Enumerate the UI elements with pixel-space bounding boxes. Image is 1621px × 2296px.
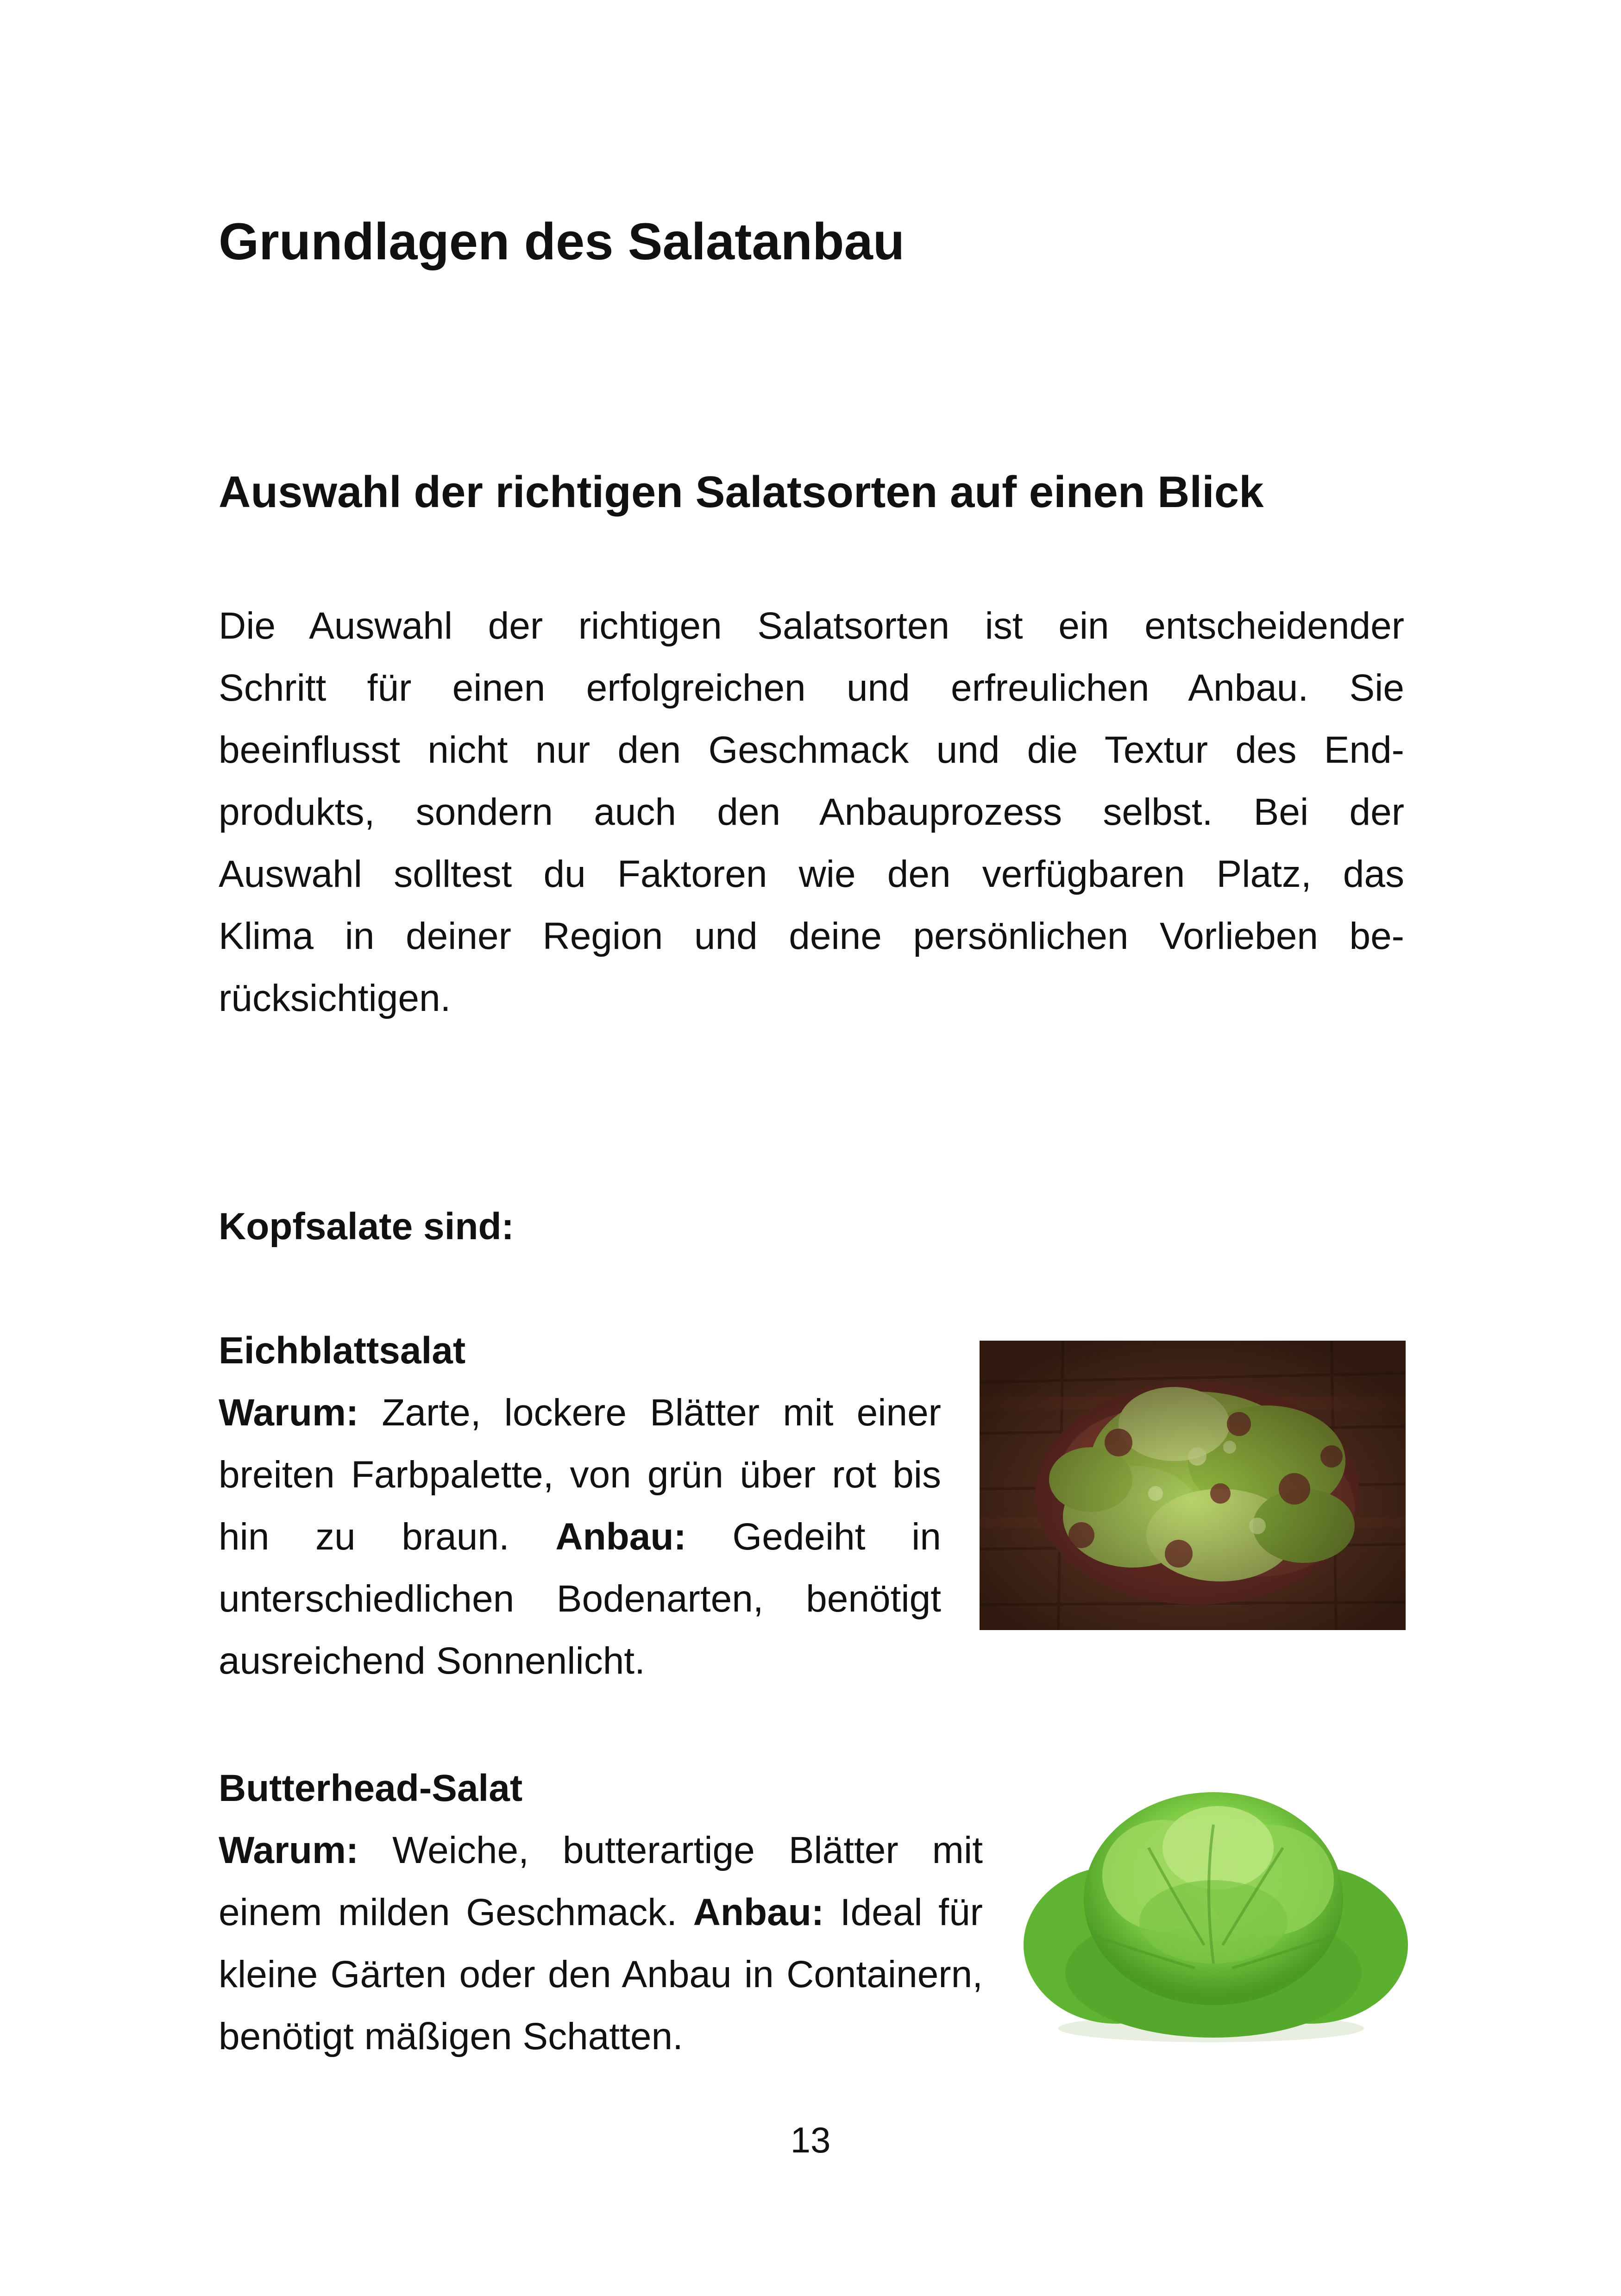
cultivation-text: Ideal für kleine Gärten oder den Anbau in Containern, benötigt mäßigen Schatten. xyxy=(219,1891,983,2058)
oakleaf-lettuce-photo xyxy=(980,1341,1406,1630)
why-label: Warum: xyxy=(219,1392,359,1434)
butterhead-lettuce-photo xyxy=(1010,1769,1413,2056)
group-heading: Kopfsalate sind: xyxy=(219,1205,514,1248)
intro-line: rücksichtigen. xyxy=(219,977,451,1019)
intro-line: Schritt für einen erfolgreichen und erfreulichen Anbau. Sie xyxy=(219,667,1404,709)
variety-butterhead xyxy=(219,1757,983,2068)
intro-line: Die Auswahl der richtigen Salatsorten ist ein entscheidender xyxy=(219,605,1404,647)
cultivation-label: Anbau: xyxy=(555,1516,686,1558)
variety-description xyxy=(219,1382,941,1692)
section-title: Auswahl der richtigen Salatsorten auf einen Blick xyxy=(219,467,1264,517)
intro-line: beeinflusst nicht nur den Geschmack und die Textur des End- xyxy=(219,729,1404,771)
variety-description xyxy=(219,1819,983,2068)
variety-name: Eichblattsalat xyxy=(219,1330,466,1372)
cultivation-label: Anbau: xyxy=(693,1891,824,1933)
intro-line: produkts, sondern auch den Anbauprozess selbst. Bei der xyxy=(219,791,1404,833)
intro-paragraph xyxy=(219,595,1404,1029)
variety-oakleaf xyxy=(219,1320,941,1692)
chapter-title: Grundlagen des Salatanbau xyxy=(219,213,905,270)
page-number: 13 xyxy=(790,2120,831,2160)
why-text: Zarte, lockere Blätter mit einer breiten Farbpalette, von grün über rot bis hin zu braun. xyxy=(219,1392,941,1558)
cultivation-text: Gedeiht in unterschiedlichen Bodenarten, benötigt ausreichend Sonnenlicht. xyxy=(219,1516,941,1682)
variety-name: Butterhead-Salat xyxy=(219,1767,523,1809)
why-text: Weiche, butterartige Blätter mit einem milden Geschmack. xyxy=(219,1829,983,1933)
intro-line: Auswahl solltest du Faktoren wie den verfügbaren Platz, das xyxy=(219,853,1404,895)
why-label: Warum: xyxy=(219,1829,359,1871)
intro-line: Klima in deiner Region und deine persönlichen Vorlieben be- xyxy=(219,915,1404,957)
